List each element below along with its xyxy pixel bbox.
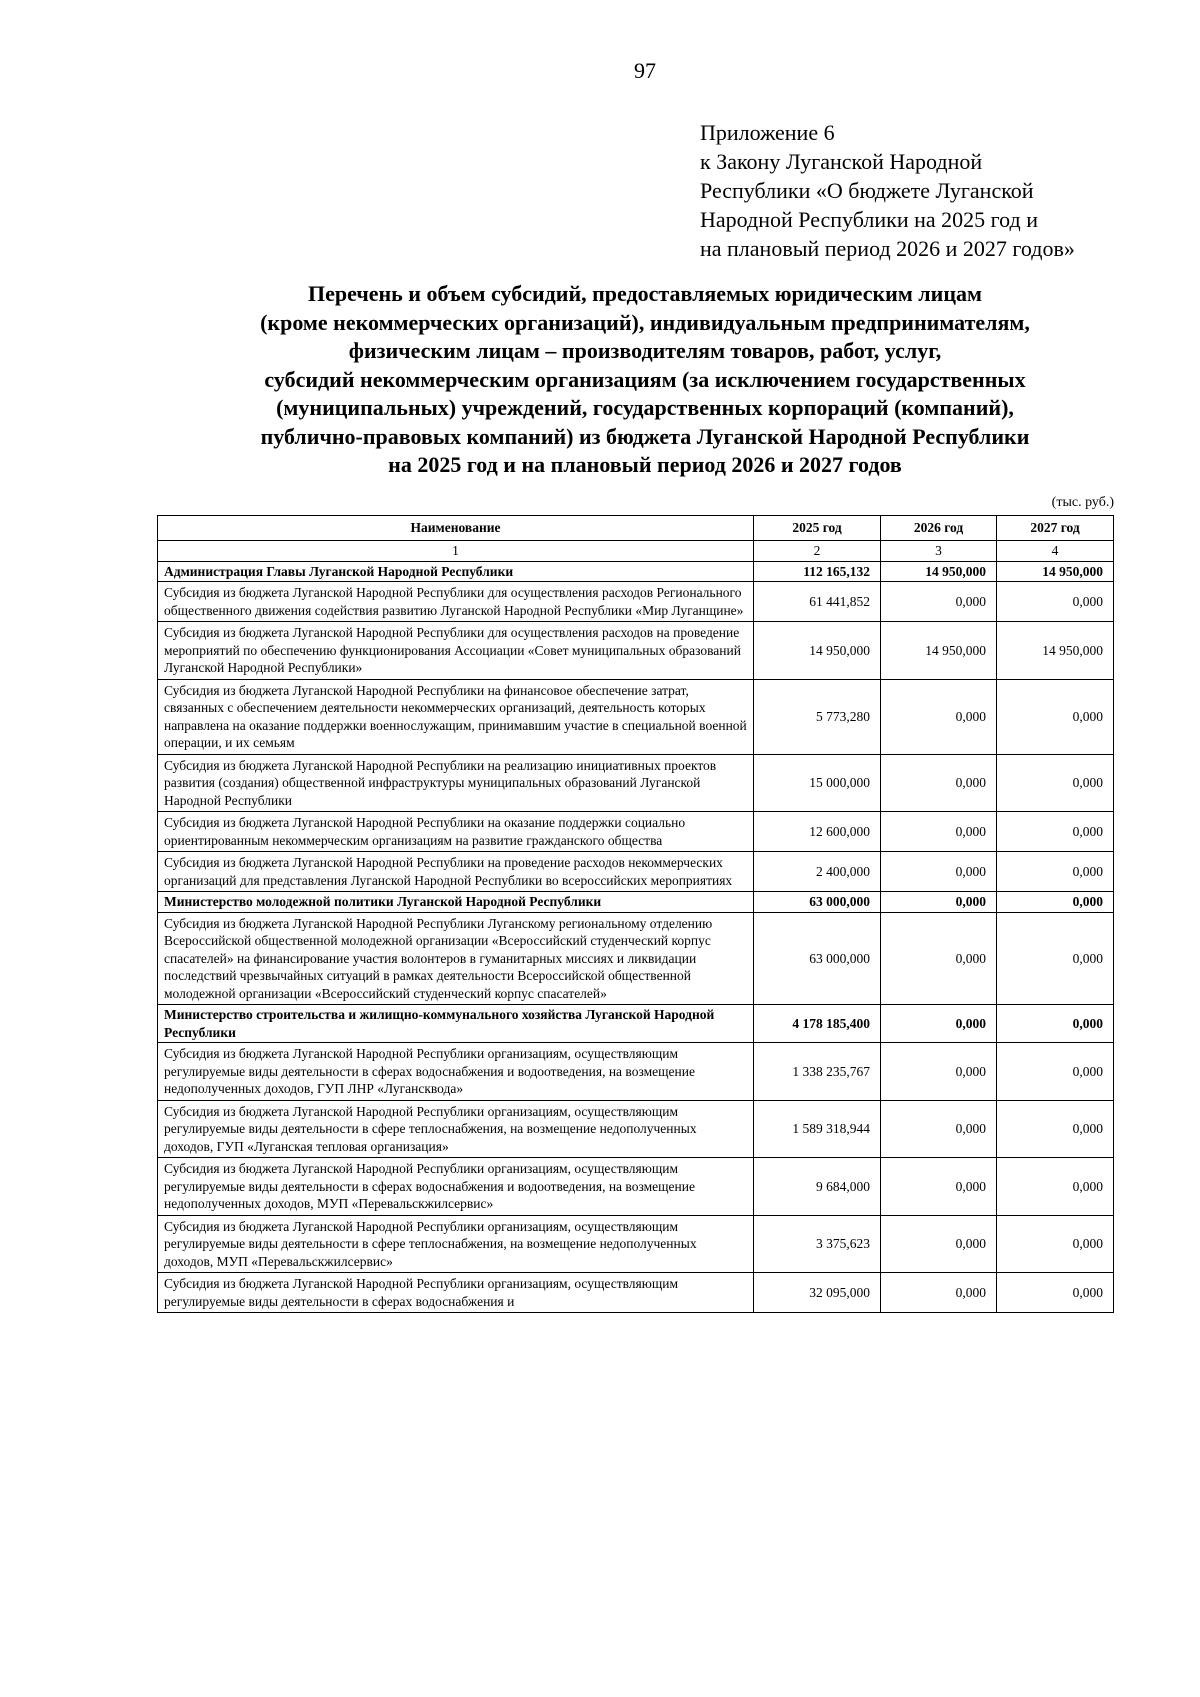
- row-value-2026: 0,000: [881, 1273, 997, 1313]
- row-value-2027: 0,000: [997, 812, 1114, 852]
- row-value-2025: 5 773,280: [754, 679, 881, 754]
- table-row: [158, 1100, 1114, 1158]
- row-name: Субсидия из бюджета Луганской Народной Республики Луганскому региональному отделению Всероссийской общественной молодежной организации «Всероссийский студенческий корпус спасателей» на финансирование участия волонтеров в гуманитарных миссиях и ликвидации последствий чрезвычайных ситуаций в рамках деятельности Всероссийской общественной молодежной организации «Всероссийский студенческий корпус спасателей»: [158, 912, 754, 1005]
- annex-line: к Закону Луганской Народной: [700, 149, 983, 174]
- title-line: на 2025 год и на плановый период 2026 и 2027 годов: [388, 452, 902, 477]
- row-name: Субсидия из бюджета Луганской Народной Республики для осуществления расходов Регионального общественного движения содействия развитию Луганской Народной Республики «Мир Луганщине»: [158, 582, 754, 622]
- section-row: [158, 892, 1114, 913]
- row-value-2027: 0,000: [997, 1100, 1114, 1158]
- subsidies-table: [157, 515, 1114, 1313]
- row-value-2025: 12 600,000: [754, 812, 881, 852]
- table-row: [158, 582, 1114, 622]
- column-number: 1: [158, 541, 754, 562]
- row-value-2027: 0,000: [997, 892, 1114, 913]
- row-value-2027: 0,000: [997, 1215, 1114, 1273]
- row-value-2026: 0,000: [881, 754, 997, 812]
- row-value-2027: 0,000: [997, 582, 1114, 622]
- row-value-2027: 14 950,000: [997, 561, 1114, 582]
- row-value-2025: 61 441,852: [754, 582, 881, 622]
- row-value-2025: 63 000,000: [754, 892, 881, 913]
- annex-line: на плановый период 2026 и 2027 годов»: [700, 236, 1075, 261]
- row-value-2027: 0,000: [997, 1005, 1114, 1043]
- row-value-2026: 0,000: [881, 1005, 997, 1043]
- page-number: 97: [634, 58, 656, 83]
- table-row: [158, 679, 1114, 754]
- column-number: 2: [754, 541, 881, 562]
- annex-line: Народной Республики на 2025 год и: [700, 207, 1038, 232]
- row-value-2027: 0,000: [997, 1158, 1114, 1216]
- table-row: [158, 852, 1114, 892]
- annex-line: Приложение 6: [700, 120, 835, 145]
- table-row: [158, 1215, 1114, 1273]
- table-header-row: [158, 516, 1114, 541]
- section-row: [158, 561, 1114, 582]
- row-value-2026: 0,000: [881, 912, 997, 1005]
- row-value-2025: 1 589 318,944: [754, 1100, 881, 1158]
- units-label: (тыс. руб.): [1051, 495, 1114, 510]
- table-row: [158, 622, 1114, 680]
- table-row: [158, 1273, 1114, 1313]
- row-value-2027: 0,000: [997, 912, 1114, 1005]
- row-name: Субсидия из бюджета Луганской Народной Республики для осуществления расходов на проведение мероприятий по обеспечению функционирования Ассоциации «Совет муниципальных образований Луганской Народной Республики»: [158, 622, 754, 680]
- document-title: [0, 280, 1200, 480]
- row-value-2026: 0,000: [881, 1043, 997, 1101]
- row-value-2027: 0,000: [997, 679, 1114, 754]
- row-value-2027: 0,000: [997, 1043, 1114, 1101]
- row-name: Министерство строительства и жилищно-коммунального хозяйства Луганской Народной Республики: [158, 1005, 754, 1043]
- row-value-2027: 14 950,000: [997, 622, 1114, 680]
- title-line: (кроме некоммерческих организаций), индивидуальным предпринимателям,: [260, 309, 1030, 335]
- row-name: Субсидия из бюджета Луганской Народной Республики на оказание поддержки социально ориентированным некоммерческим организациям на развитие гражданского общества: [158, 812, 754, 852]
- row-value-2027: 0,000: [997, 852, 1114, 892]
- row-value-2025: 3 375,623: [754, 1215, 881, 1273]
- row-value-2025: 112 165,132: [754, 561, 881, 582]
- annex-line: Республики «О бюджете Луганской: [700, 178, 1034, 203]
- section-row: [158, 1005, 1114, 1043]
- title-line: Перечень и объем субсидий, предоставляемых юридическим лицам: [308, 281, 982, 306]
- row-value-2027: 0,000: [997, 1273, 1114, 1313]
- column-number: 4: [997, 541, 1114, 562]
- table-row: [158, 754, 1114, 812]
- row-name: Субсидия из бюджета Луганской Народной Республики на финансовое обеспечение затрат, связанных с обеспечением деятельности некоммерческих организаций, деятельность которых направлена на оказание поддержки военнослужащим, принимавшим участие в специальной военной операции, и их семьям: [158, 679, 754, 754]
- row-value-2026: 0,000: [881, 812, 997, 852]
- table-row: [158, 812, 1114, 852]
- title-line: публично-правовых компаний) из бюджета Луганской Народной Республики: [260, 423, 1030, 449]
- row-value-2025: 2 400,000: [754, 852, 881, 892]
- row-value-2025: 14 950,000: [754, 622, 881, 680]
- row-value-2025: 63 000,000: [754, 912, 881, 1005]
- row-name: Субсидия из бюджета Луганской Народной Республики организациям, осуществляющим регулируемые виды деятельности в сферах водоснабжения и: [158, 1273, 754, 1313]
- header-2025: 2025 год: [754, 516, 881, 541]
- header-2026: 2026 год: [881, 516, 997, 541]
- row-name: Администрация Главы Луганской Народной Республики: [158, 561, 754, 582]
- row-value-2025: 9 684,000: [754, 1158, 881, 1216]
- row-value-2026: 0,000: [881, 679, 997, 754]
- row-value-2025: 32 095,000: [754, 1273, 881, 1313]
- row-value-2025: 4 178 185,400: [754, 1005, 881, 1043]
- table-row: [158, 1158, 1114, 1216]
- row-value-2026: 0,000: [881, 892, 997, 913]
- row-name: Субсидия из бюджета Луганской Народной Республики организациям, осуществляющим регулируемые виды деятельности в сфере теплоснабжения, на возмещение недополученных доходов, МУП «Перевальскжилсервис»: [158, 1215, 754, 1273]
- row-value-2025: 1 338 235,767: [754, 1043, 881, 1101]
- row-name: Субсидия из бюджета Луганской Народной Республики на проведение расходов некоммерческих организаций для представления Луганской Народной Республики во всероссийских мероприятиях: [158, 852, 754, 892]
- row-value-2026: 0,000: [881, 852, 997, 892]
- table-row: [158, 912, 1114, 1005]
- row-name: Министерство молодежной политики Луганской Народной Республики: [158, 892, 754, 913]
- title-line: субсидий некоммерческим организациям (за исключением государственных: [264, 366, 1026, 392]
- row-value-2025: 15 000,000: [754, 754, 881, 812]
- table-body: [158, 561, 1114, 1313]
- header-2027: 2027 год: [997, 516, 1114, 541]
- row-value-2026: 0,000: [881, 1158, 997, 1216]
- row-value-2026: 14 950,000: [881, 622, 997, 680]
- title-line: (муниципальных) учреждений, государственных корпораций (компаний),: [276, 395, 1014, 420]
- row-name: Субсидия из бюджета Луганской Народной Республики на реализацию инициативных проектов развития (создания) общественной инфраструктуры муниципальных образований Луганской Народной Республики: [158, 754, 754, 812]
- title-line: физическим лицам – производителям товаров, работ, услуг,: [348, 338, 942, 363]
- row-value-2026: 14 950,000: [881, 561, 997, 582]
- row-name: Субсидия из бюджета Луганской Народной Республики организациям, осуществляющим регулируемые виды деятельности в сферах водоснабжения и водоотведения, на возмещение недополученных доходов, ГУП ЛНР «Лугансквода»: [158, 1043, 754, 1101]
- row-value-2026: 0,000: [881, 1215, 997, 1273]
- row-value-2026: 0,000: [881, 1100, 997, 1158]
- row-value-2027: 0,000: [997, 754, 1114, 812]
- column-number-row: [158, 541, 1114, 562]
- header-name: Наименование: [158, 516, 754, 541]
- row-name: Субсидия из бюджета Луганской Народной Республики организациям, осуществляющим регулируемые виды деятельности в сфере теплоснабжения, на возмещение недополученных доходов, ГУП «Луганская тепловая организация»: [158, 1100, 754, 1158]
- row-name: Субсидия из бюджета Луганской Народной Республики организациям, осуществляющим регулируемые виды деятельности в сферах водоснабжения и водоотведения, на возмещение недополученных доходов, МУП «Перевальскжилсервис»: [158, 1158, 754, 1216]
- annex-reference: [700, 118, 1170, 263]
- row-value-2026: 0,000: [881, 582, 997, 622]
- column-number: 3: [881, 541, 997, 562]
- table-row: [158, 1043, 1114, 1101]
